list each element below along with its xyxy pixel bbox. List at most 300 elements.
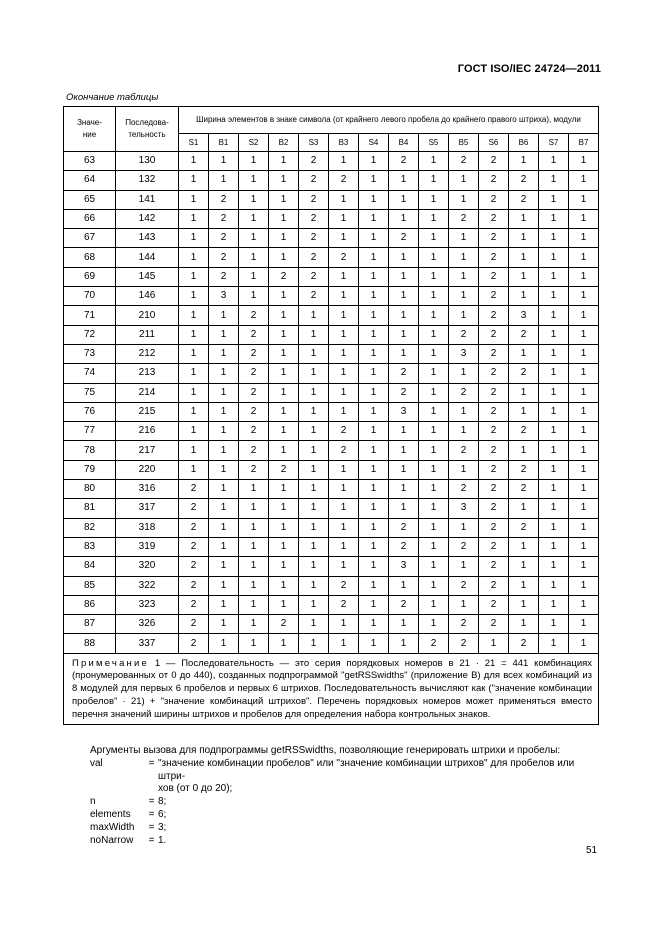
note-text: 1 — Последовательность — это серия порядковых номеров в 21 · 21 = 441 комбинациях (пронумерованных от 0 до 440), созданных подпрограммой "getRSSwidths" (приложение B) для всех комбинаций из 8 модулей для первых 6 пробелов и первых 6 штрихов. Последовательность вычисляют как ("значение комбинации пробелов" · 21) + "значение комбинаций штрихов". Перечень порядковых номеров может применяться вместо перечня значений ширины штрихов и пробелов для определения набора контрольных знаков. xyxy=(72,657,593,720)
header-b3: B3 xyxy=(329,134,359,152)
cell-width-s3: 1 xyxy=(299,306,329,325)
table-row xyxy=(64,460,599,479)
cell-width-s7: 1 xyxy=(539,325,569,344)
argument-value: 8; xyxy=(158,796,167,808)
cell-width-s4: 1 xyxy=(359,287,389,306)
cell-width-s3: 1 xyxy=(299,441,329,460)
cell-width-b3: 1 xyxy=(329,190,359,209)
cell-width-b1: 2 xyxy=(209,229,239,248)
cell-width-b6: 1 xyxy=(509,576,539,595)
cell-width-s4: 1 xyxy=(359,267,389,286)
cell-width-b7: 1 xyxy=(569,383,599,402)
cell-width-b7: 1 xyxy=(569,441,599,460)
cell-width-b6: 1 xyxy=(509,248,539,267)
cell-width-s1: 1 xyxy=(179,267,209,286)
cell-sequence: 143 xyxy=(116,229,179,248)
cell-width-b6: 1 xyxy=(509,344,539,363)
cell-width-b3: 1 xyxy=(329,306,359,325)
cell-width-b3: 1 xyxy=(329,402,359,421)
cell-width-s4: 1 xyxy=(359,518,389,537)
cell-width-b3: 1 xyxy=(329,383,359,402)
cell-width-b4: 1 xyxy=(389,499,419,518)
cell-width-b3: 1 xyxy=(329,287,359,306)
cell-width-b1: 1 xyxy=(209,364,239,383)
cell-width-s3: 2 xyxy=(299,248,329,267)
cell-width-s4: 1 xyxy=(359,634,389,653)
cell-width-s4: 1 xyxy=(359,557,389,576)
table-row xyxy=(64,537,599,556)
cell-width-b5: 2 xyxy=(449,152,479,171)
cell-width-b3: 2 xyxy=(329,248,359,267)
header-s7: S7 xyxy=(539,134,569,152)
cell-value: 85 xyxy=(64,576,116,595)
cell-width-s6: 2 xyxy=(479,422,509,441)
cell-width-b5: 3 xyxy=(449,344,479,363)
cell-width-b4: 1 xyxy=(389,344,419,363)
cell-value: 83 xyxy=(64,537,116,556)
cell-width-b7: 1 xyxy=(569,518,599,537)
cell-width-s5: 1 xyxy=(419,518,449,537)
cell-width-b2: 1 xyxy=(269,364,299,383)
cell-width-b1: 1 xyxy=(209,325,239,344)
cell-width-s2: 1 xyxy=(239,537,269,556)
cell-width-s1: 2 xyxy=(179,557,209,576)
cell-width-s5: 1 xyxy=(419,480,449,499)
cell-width-b1: 2 xyxy=(209,190,239,209)
cell-width-s4: 1 xyxy=(359,325,389,344)
cell-width-b5: 2 xyxy=(449,634,479,653)
cell-width-s3: 1 xyxy=(299,383,329,402)
header-b7: B7 xyxy=(569,134,599,152)
cell-value: 72 xyxy=(64,325,116,344)
cell-width-s2: 2 xyxy=(239,460,269,479)
header-b2: B2 xyxy=(269,134,299,152)
cell-width-b6: 1 xyxy=(509,499,539,518)
cell-width-b1: 3 xyxy=(209,287,239,306)
cell-width-s3: 2 xyxy=(299,152,329,171)
cell-sequence: 322 xyxy=(116,576,179,595)
cell-width-b5: 2 xyxy=(449,480,479,499)
cell-width-s4: 1 xyxy=(359,480,389,499)
cell-value: 67 xyxy=(64,229,116,248)
cell-width-s7: 1 xyxy=(539,441,569,460)
cell-width-s5: 1 xyxy=(419,267,449,286)
cell-width-s3: 1 xyxy=(299,480,329,499)
cell-value: 74 xyxy=(64,364,116,383)
cell-width-b3: 1 xyxy=(329,364,359,383)
cell-width-b6: 2 xyxy=(509,480,539,499)
cell-width-b4: 1 xyxy=(389,615,419,634)
header-b6: B6 xyxy=(509,134,539,152)
cell-sequence: 318 xyxy=(116,518,179,537)
header-s1: S1 xyxy=(179,134,209,152)
cell-width-s3: 1 xyxy=(299,402,329,421)
cell-width-s1: 2 xyxy=(179,537,209,556)
argument-separator: = xyxy=(148,821,155,833)
cell-value: 68 xyxy=(64,248,116,267)
cell-width-s6: 2 xyxy=(479,460,509,479)
cell-width-b6: 1 xyxy=(509,537,539,556)
table-row xyxy=(64,480,599,499)
cell-width-s1: 2 xyxy=(179,480,209,499)
cell-width-s1: 1 xyxy=(179,306,209,325)
cell-sequence: 144 xyxy=(116,248,179,267)
cell-width-s2: 1 xyxy=(239,576,269,595)
table-row xyxy=(64,383,599,402)
table-row xyxy=(64,190,599,209)
argument-separator: = xyxy=(148,796,155,808)
cell-width-b2: 1 xyxy=(269,557,299,576)
cell-width-b7: 1 xyxy=(569,171,599,190)
note-label: Примечание xyxy=(72,657,149,669)
cell-width-b2: 1 xyxy=(269,229,299,248)
cell-width-b3: 1 xyxy=(329,209,359,228)
cell-width-s5: 1 xyxy=(419,209,449,228)
cell-width-s1: 2 xyxy=(179,595,209,614)
cell-width-s4: 1 xyxy=(359,460,389,479)
cell-width-b2: 2 xyxy=(269,615,299,634)
header-s5: S5 xyxy=(419,134,449,152)
cell-value: 82 xyxy=(64,518,116,537)
table-row xyxy=(64,306,599,325)
table-body xyxy=(64,152,599,654)
table-row xyxy=(64,634,599,653)
table-note xyxy=(64,653,599,725)
cell-width-b4: 1 xyxy=(389,480,419,499)
cell-width-s1: 2 xyxy=(179,499,209,518)
cell-width-b1: 1 xyxy=(209,595,239,614)
cell-width-b5: 1 xyxy=(449,248,479,267)
cell-width-b5: 1 xyxy=(449,460,479,479)
cell-width-b1: 1 xyxy=(209,480,239,499)
cell-width-s6: 2 xyxy=(479,480,509,499)
cell-width-s5: 1 xyxy=(419,152,449,171)
cell-width-s7: 1 xyxy=(539,557,569,576)
cell-width-b7: 1 xyxy=(569,402,599,421)
argument-row xyxy=(90,758,600,796)
cell-width-s3: 1 xyxy=(299,576,329,595)
cell-width-b5: 2 xyxy=(449,209,479,228)
cell-width-b3: 1 xyxy=(329,634,359,653)
cell-width-s2: 1 xyxy=(239,557,269,576)
cell-width-s5: 1 xyxy=(419,402,449,421)
cell-width-s7: 1 xyxy=(539,615,569,634)
cell-width-s5: 1 xyxy=(419,537,449,556)
cell-width-b2: 1 xyxy=(269,576,299,595)
cell-width-s7: 1 xyxy=(539,306,569,325)
argument-row xyxy=(90,796,600,809)
cell-width-b6: 2 xyxy=(509,460,539,479)
cell-width-s4: 1 xyxy=(359,402,389,421)
cell-width-b6: 2 xyxy=(509,634,539,653)
cell-sequence: 146 xyxy=(116,287,179,306)
cell-value: 79 xyxy=(64,460,116,479)
cell-width-s7: 1 xyxy=(539,229,569,248)
table-row xyxy=(64,499,599,518)
cell-width-s2: 1 xyxy=(239,615,269,634)
cell-width-s2: 2 xyxy=(239,306,269,325)
cell-width-s2: 2 xyxy=(239,402,269,421)
header-value: Значе- ние xyxy=(64,107,116,152)
cell-width-b6: 3 xyxy=(509,306,539,325)
cell-width-b5: 1 xyxy=(449,518,479,537)
cell-width-s5: 2 xyxy=(419,634,449,653)
cell-width-s6: 1 xyxy=(479,634,509,653)
cell-value: 87 xyxy=(64,615,116,634)
cell-width-s1: 1 xyxy=(179,171,209,190)
table-row xyxy=(64,557,599,576)
cell-width-s1: 1 xyxy=(179,364,209,383)
cell-width-s7: 1 xyxy=(539,460,569,479)
cell-width-b5: 1 xyxy=(449,557,479,576)
cell-width-s4: 1 xyxy=(359,422,389,441)
cell-width-b4: 1 xyxy=(389,325,419,344)
cell-width-b2: 1 xyxy=(269,209,299,228)
cell-width-s6: 2 xyxy=(479,364,509,383)
cell-sequence: 212 xyxy=(116,344,179,363)
argument-separator: = xyxy=(148,757,155,769)
cell-width-b7: 1 xyxy=(569,576,599,595)
cell-width-s3: 1 xyxy=(299,595,329,614)
table-row xyxy=(64,518,599,537)
cell-width-b4: 3 xyxy=(389,402,419,421)
cell-width-b6: 1 xyxy=(509,152,539,171)
cell-sequence: 213 xyxy=(116,364,179,383)
cell-width-s2: 1 xyxy=(239,171,269,190)
header-s4: S4 xyxy=(359,134,389,152)
cell-width-s4: 1 xyxy=(359,229,389,248)
cell-width-b5: 1 xyxy=(449,364,479,383)
cell-width-s2: 1 xyxy=(239,152,269,171)
cell-width-s5: 1 xyxy=(419,306,449,325)
cell-width-s1: 2 xyxy=(179,634,209,653)
cell-width-b3: 2 xyxy=(329,441,359,460)
cell-sequence: 145 xyxy=(116,267,179,286)
cell-width-s7: 1 xyxy=(539,537,569,556)
table-row xyxy=(64,248,599,267)
cell-width-b1: 1 xyxy=(209,460,239,479)
argument-name: noNarrow xyxy=(90,834,134,846)
cell-width-s3: 1 xyxy=(299,615,329,634)
header-s2: S2 xyxy=(239,134,269,152)
table-row xyxy=(64,364,599,383)
header-s3: S3 xyxy=(299,134,329,152)
argument-value: "значение комбинации пробелов" или "значение комбинации штрихов" для пробелов или штри- хов (от 0 до 20); xyxy=(158,757,575,795)
header-sequence: Последова- тельность xyxy=(116,107,179,152)
cell-width-s7: 1 xyxy=(539,209,569,228)
cell-width-b4: 2 xyxy=(389,595,419,614)
cell-width-b2: 1 xyxy=(269,499,299,518)
header-b4: B4 xyxy=(389,134,419,152)
cell-width-s6: 2 xyxy=(479,229,509,248)
cell-width-b1: 1 xyxy=(209,557,239,576)
cell-width-b4: 2 xyxy=(389,518,419,537)
cell-width-b1: 1 xyxy=(209,615,239,634)
cell-value: 84 xyxy=(64,557,116,576)
cell-sequence: 215 xyxy=(116,402,179,421)
cell-width-s1: 1 xyxy=(179,344,209,363)
data-table xyxy=(63,106,599,725)
cell-width-s1: 1 xyxy=(179,422,209,441)
cell-width-s7: 1 xyxy=(539,364,569,383)
cell-width-b1: 2 xyxy=(209,209,239,228)
cell-width-b4: 1 xyxy=(389,267,419,286)
cell-width-s5: 1 xyxy=(419,460,449,479)
header-s6: S6 xyxy=(479,134,509,152)
cell-sequence: 317 xyxy=(116,499,179,518)
cell-width-s4: 1 xyxy=(359,306,389,325)
cell-width-b1: 1 xyxy=(209,383,239,402)
cell-sequence: 220 xyxy=(116,460,179,479)
cell-width-b1: 2 xyxy=(209,267,239,286)
cell-sequence: 216 xyxy=(116,422,179,441)
cell-width-s7: 1 xyxy=(539,595,569,614)
cell-value: 86 xyxy=(64,595,116,614)
cell-width-b6: 1 xyxy=(509,441,539,460)
cell-width-s2: 1 xyxy=(239,518,269,537)
cell-width-s3: 1 xyxy=(299,344,329,363)
document-header: ГОСТ ISO/IEC 24724—2011 xyxy=(457,63,601,75)
table-row xyxy=(64,402,599,421)
cell-sequence: 217 xyxy=(116,441,179,460)
cell-width-s4: 1 xyxy=(359,209,389,228)
cell-width-b7: 1 xyxy=(569,306,599,325)
table-row xyxy=(64,441,599,460)
cell-width-s6: 2 xyxy=(479,518,509,537)
cell-value: 77 xyxy=(64,422,116,441)
cell-width-s2: 2 xyxy=(239,364,269,383)
cell-value: 70 xyxy=(64,287,116,306)
argument-value: 3; xyxy=(158,821,167,833)
cell-width-s4: 1 xyxy=(359,190,389,209)
cell-width-b4: 1 xyxy=(389,576,419,595)
cell-width-s3: 2 xyxy=(299,287,329,306)
cell-width-s2: 2 xyxy=(239,325,269,344)
table-row xyxy=(64,171,599,190)
cell-width-b5: 2 xyxy=(449,441,479,460)
cell-width-b5: 1 xyxy=(449,229,479,248)
cell-width-b5: 1 xyxy=(449,171,479,190)
cell-width-s6: 2 xyxy=(479,190,509,209)
cell-width-b2: 1 xyxy=(269,383,299,402)
cell-width-s4: 1 xyxy=(359,595,389,614)
cell-width-s1: 2 xyxy=(179,576,209,595)
cell-width-b4: 2 xyxy=(389,537,419,556)
cell-width-s6: 2 xyxy=(479,615,509,634)
cell-width-b4: 1 xyxy=(389,460,419,479)
cell-width-s1: 1 xyxy=(179,152,209,171)
cell-width-b2: 1 xyxy=(269,325,299,344)
cell-width-b7: 1 xyxy=(569,287,599,306)
cell-width-b2: 1 xyxy=(269,248,299,267)
arguments-list xyxy=(90,758,600,848)
cell-width-b7: 1 xyxy=(569,344,599,363)
cell-width-b6: 1 xyxy=(509,229,539,248)
cell-width-b7: 1 xyxy=(569,615,599,634)
cell-width-s7: 1 xyxy=(539,171,569,190)
cell-width-s6: 2 xyxy=(479,441,509,460)
argument-separator: = xyxy=(148,834,155,846)
cell-width-s3: 1 xyxy=(299,634,329,653)
header-element-widths: Ширина элементов в знаке символа (от крайнего левого пробела до крайнего правого штриха), модули xyxy=(179,107,599,134)
cell-width-b1: 1 xyxy=(209,576,239,595)
cell-width-s4: 1 xyxy=(359,344,389,363)
cell-width-s1: 1 xyxy=(179,383,209,402)
cell-width-b2: 1 xyxy=(269,152,299,171)
cell-width-b2: 1 xyxy=(269,595,299,614)
cell-width-b6: 2 xyxy=(509,518,539,537)
cell-width-s4: 1 xyxy=(359,364,389,383)
argument-name: val xyxy=(90,757,103,769)
cell-width-s3: 1 xyxy=(299,557,329,576)
table-row xyxy=(64,209,599,228)
cell-width-b1: 1 xyxy=(209,441,239,460)
cell-width-s3: 1 xyxy=(299,325,329,344)
cell-width-s7: 1 xyxy=(539,518,569,537)
cell-width-s1: 1 xyxy=(179,441,209,460)
cell-width-s2: 1 xyxy=(239,595,269,614)
cell-width-b7: 1 xyxy=(569,190,599,209)
cell-value: 80 xyxy=(64,480,116,499)
cell-width-s7: 1 xyxy=(539,152,569,171)
argument-name: n xyxy=(90,796,96,808)
cell-width-s5: 1 xyxy=(419,325,449,344)
cell-width-s1: 1 xyxy=(179,209,209,228)
cell-width-b7: 1 xyxy=(569,267,599,286)
cell-width-b5: 1 xyxy=(449,306,479,325)
argument-row xyxy=(90,809,600,822)
page-number: 51 xyxy=(586,845,598,856)
cell-width-b2: 1 xyxy=(269,422,299,441)
cell-width-s6: 2 xyxy=(479,306,509,325)
cell-sequence: 316 xyxy=(116,480,179,499)
table-row xyxy=(64,152,599,171)
cell-width-s5: 1 xyxy=(419,364,449,383)
cell-width-b5: 2 xyxy=(449,383,479,402)
cell-width-b2: 1 xyxy=(269,634,299,653)
cell-width-b7: 1 xyxy=(569,422,599,441)
cell-width-b7: 1 xyxy=(569,364,599,383)
cell-width-b5: 1 xyxy=(449,595,479,614)
cell-width-b6: 2 xyxy=(509,422,539,441)
cell-width-b3: 1 xyxy=(329,557,359,576)
table-row xyxy=(64,287,599,306)
cell-width-b6: 2 xyxy=(509,364,539,383)
cell-width-b2: 1 xyxy=(269,171,299,190)
cell-width-b7: 1 xyxy=(569,229,599,248)
cell-sequence: 210 xyxy=(116,306,179,325)
cell-width-s3: 1 xyxy=(299,422,329,441)
cell-value: 71 xyxy=(64,306,116,325)
table-row xyxy=(64,422,599,441)
header-b5: B5 xyxy=(449,134,479,152)
cell-width-b2: 1 xyxy=(269,518,299,537)
cell-width-s5: 1 xyxy=(419,576,449,595)
header-b1: B1 xyxy=(209,134,239,152)
cell-width-b6: 1 xyxy=(509,615,539,634)
cell-width-b3: 1 xyxy=(329,480,359,499)
cell-width-b2: 1 xyxy=(269,287,299,306)
cell-width-s3: 2 xyxy=(299,267,329,286)
cell-width-s7: 1 xyxy=(539,422,569,441)
argument-name: maxWidth xyxy=(90,821,135,833)
cell-width-s3: 1 xyxy=(299,364,329,383)
cell-width-s7: 1 xyxy=(539,499,569,518)
cell-width-b6: 1 xyxy=(509,595,539,614)
cell-width-b3: 1 xyxy=(329,499,359,518)
cell-width-s1: 2 xyxy=(179,518,209,537)
cell-width-b7: 1 xyxy=(569,537,599,556)
